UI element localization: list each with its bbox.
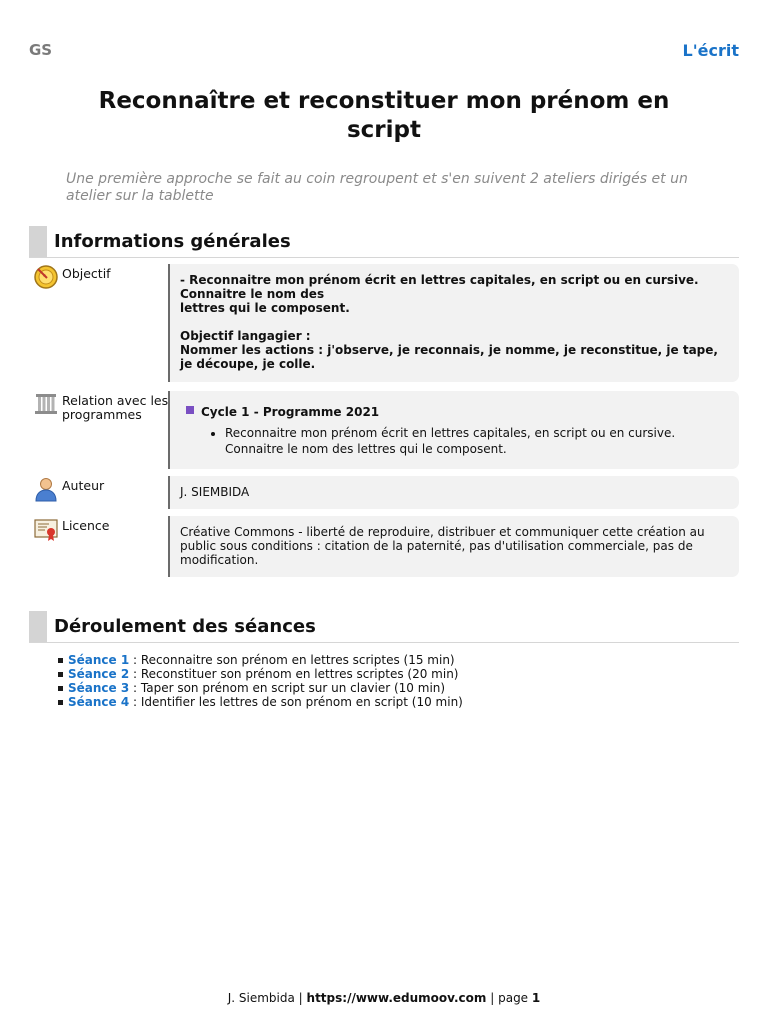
level-label: GS bbox=[29, 41, 53, 59]
session-3-link[interactable]: Séance 3 bbox=[68, 681, 130, 695]
objectif-line3: Objectif langagier : bbox=[180, 329, 311, 343]
certificate-icon bbox=[33, 516, 59, 542]
objectif-line2: lettres qui le composent. bbox=[180, 301, 350, 315]
licence-row bbox=[33, 516, 739, 577]
page-footer bbox=[0, 991, 768, 1005]
bullet-square-icon bbox=[58, 700, 63, 705]
info-section-title: Informations générales bbox=[54, 231, 291, 252]
footer-page-number: 1 bbox=[531, 991, 541, 1005]
auteur-box bbox=[168, 476, 739, 509]
domain-label: L'écrit bbox=[682, 41, 739, 60]
target-icon bbox=[33, 264, 59, 290]
program-title-text: Cycle 1 - Programme 2021 bbox=[201, 405, 380, 419]
bullet-square-icon bbox=[58, 686, 63, 691]
program-list bbox=[180, 425, 729, 457]
session-1-link[interactable]: Séance 1 bbox=[68, 653, 130, 667]
objectif-line1: - Reconnaitre mon prénom écrit en lettres capitales, en script ou en cursive. Connaitre le nom des bbox=[180, 273, 699, 301]
session-2-text: : Reconstituer son prénom en lettres scriptes (20 min) bbox=[129, 667, 459, 681]
auteur-row bbox=[33, 476, 739, 509]
session-4-link[interactable]: Séance 4 bbox=[68, 695, 130, 709]
column-icon bbox=[33, 391, 59, 417]
auteur-value: J. SIEMBIDA bbox=[180, 485, 250, 499]
user-icon bbox=[33, 476, 59, 502]
footer-page-prefix: | page bbox=[486, 991, 532, 1005]
program-title bbox=[186, 405, 729, 419]
session-3-text: : Taper son prénom en script sur un clavier (10 min) bbox=[129, 681, 446, 695]
auteur-label: Auteur bbox=[62, 478, 105, 493]
licence-value: Créative Commons - liberté de reproduire, distribuer et communiquer cette création au public sous conditions : citation de la paternité, pas d'utilisation commerciale, pas de modification. bbox=[180, 525, 705, 567]
programmes-label: Relation avec les programmes bbox=[62, 393, 169, 422]
page-title: Reconnaître et reconstituer mon prénom en script bbox=[98, 88, 670, 143]
objectif-line4: Nommer les actions : j'observe, je reconnais, je nomme, je reconstitue, je tape, je découpe, je colle. bbox=[180, 343, 718, 371]
section-bar bbox=[29, 611, 47, 642]
program-item: • Reconnaitre mon prénom écrit en lettres capitales, en script ou en cursive. Connaitre le nom des lettres qui le composent. bbox=[225, 425, 729, 457]
bullet-square-icon bbox=[58, 658, 63, 663]
sessions-section-title: Déroulement des séances bbox=[54, 616, 316, 637]
session-item bbox=[58, 695, 738, 709]
programmes-box bbox=[168, 391, 739, 469]
footer-site-link[interactable]: https://www.edumoov.com bbox=[306, 991, 487, 1005]
section-bar bbox=[29, 226, 47, 257]
licence-box bbox=[168, 516, 739, 577]
sessions-section-header bbox=[29, 611, 739, 643]
info-section-header bbox=[29, 226, 739, 258]
session-item bbox=[58, 681, 738, 695]
programmes-row bbox=[33, 391, 739, 469]
session-item bbox=[58, 653, 738, 667]
sessions-list bbox=[58, 653, 738, 709]
footer-author: J. Siembida bbox=[227, 991, 295, 1005]
program-square-icon bbox=[186, 406, 194, 414]
intro-text: Une première approche se fait au coin regroupent et s'en suivent 2 ateliers dirigés et un atelier sur la tablette bbox=[66, 171, 688, 204]
objectif-box bbox=[168, 264, 739, 382]
objectif-label: Objectif bbox=[62, 266, 111, 281]
objectif-row bbox=[33, 264, 739, 382]
session-item bbox=[58, 667, 738, 681]
session-2-link[interactable]: Séance 2 bbox=[68, 667, 130, 681]
session-1-text: : Reconnaitre son prénom en lettres scriptes (15 min) bbox=[129, 653, 455, 667]
licence-label: Licence bbox=[62, 518, 110, 533]
footer-separator: | bbox=[294, 991, 307, 1005]
session-4-text: : Identifier les lettres de son prénom en script (10 min) bbox=[129, 695, 463, 709]
bullet-square-icon bbox=[58, 672, 63, 677]
